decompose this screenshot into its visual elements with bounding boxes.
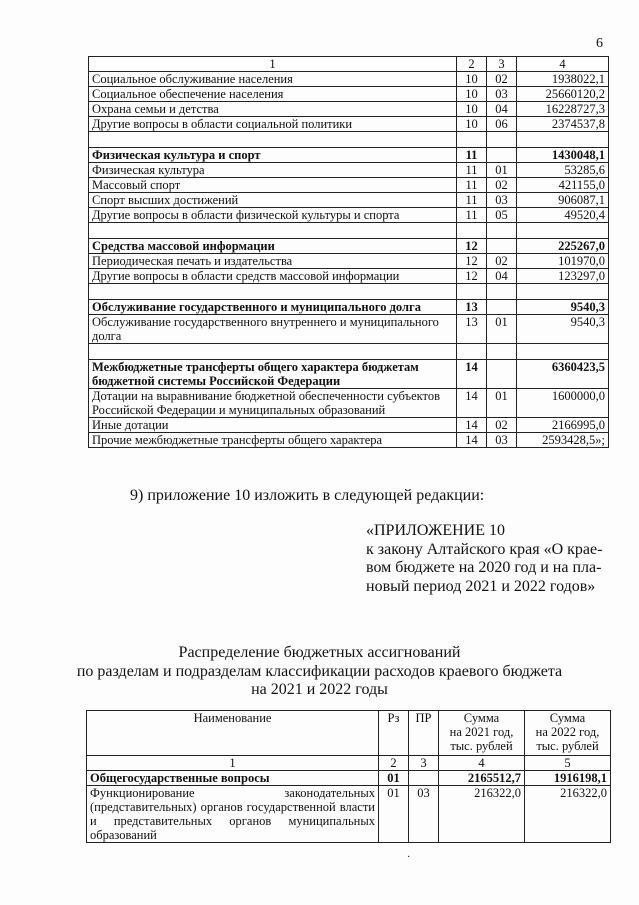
header-text: на 2021 год, bbox=[449, 725, 514, 739]
row-pr: 03 bbox=[409, 786, 439, 843]
row-rz: 14 bbox=[457, 360, 487, 389]
heading-line: Распределение бюджетных ассигнований bbox=[178, 644, 461, 661]
table-row bbox=[89, 269, 609, 284]
row-pr: 01 bbox=[487, 315, 517, 344]
row-rz: 14 bbox=[457, 433, 487, 448]
row-name: Прочие межбюджетные трансферты общего характера bbox=[89, 433, 457, 448]
row-sum: 123297,0 bbox=[517, 269, 609, 284]
table-row bbox=[89, 148, 609, 163]
row-rz: 14 bbox=[457, 418, 487, 433]
spacer-cell bbox=[517, 132, 609, 148]
row-sum: 1600000,0 bbox=[517, 389, 609, 418]
table-row bbox=[89, 389, 609, 418]
row-name: Социальное обслуживание населения bbox=[89, 72, 457, 87]
row-sum: 1938022,1 bbox=[517, 72, 609, 87]
appendix-line: вом бюджете на 2020 год и на пла- bbox=[366, 559, 602, 576]
row-rz: 13 bbox=[457, 300, 487, 315]
header-text: Сумма bbox=[549, 711, 586, 725]
row-sum: 9540,3 bbox=[517, 300, 609, 315]
row-name: Периодическая печать и издательства bbox=[89, 254, 457, 269]
row-rz: 01 bbox=[379, 786, 409, 843]
heading-line: по разделам и подразделам классификации расходов краевого бюджета bbox=[76, 662, 563, 680]
column-number: 4 bbox=[517, 57, 609, 72]
spacer-row bbox=[89, 223, 609, 239]
row-sum: 421155,0 bbox=[517, 178, 609, 193]
row-name: Физическая культура и спорт bbox=[89, 148, 457, 163]
table-row bbox=[89, 163, 609, 178]
row-sum: 53285,6 bbox=[517, 163, 609, 178]
heading-line: на 2021 и 2022 годы bbox=[251, 681, 388, 698]
row-rz: 12 bbox=[457, 239, 487, 254]
appendix-line: новый период 2021 и 2022 годов» bbox=[366, 577, 596, 595]
row-name: Другие вопросы в области средств массовой информации bbox=[89, 269, 457, 284]
row-rz: 01 bbox=[379, 771, 409, 786]
spacer-cell bbox=[457, 344, 487, 360]
spacer-cell bbox=[487, 132, 517, 148]
spacer-cell bbox=[89, 344, 457, 360]
row-name: Межбюджетные трансферты общего характера бюджетам бюджетной системы Российской Федерации bbox=[89, 360, 457, 389]
row-name: Другие вопросы в области социальной политики bbox=[89, 117, 457, 132]
spacer-cell bbox=[89, 223, 457, 239]
row-pr bbox=[409, 771, 439, 786]
row-rz: 10 bbox=[457, 117, 487, 132]
row-rz: 12 bbox=[457, 269, 487, 284]
row-sum-2021: 2165512,7 bbox=[439, 771, 525, 786]
row-rz: 11 bbox=[457, 193, 487, 208]
row-sum: 906087,1 bbox=[517, 193, 609, 208]
column-number-row bbox=[89, 57, 609, 72]
column-number: 2 bbox=[457, 57, 487, 72]
table-row bbox=[89, 72, 609, 87]
table-row bbox=[89, 300, 609, 315]
row-pr bbox=[487, 300, 517, 315]
row-sum: 25660120,2 bbox=[517, 87, 609, 102]
expenses-table-continued bbox=[88, 56, 609, 448]
spacer-cell bbox=[457, 284, 487, 300]
column-number-row bbox=[87, 756, 611, 771]
row-sum: 49520,4 bbox=[517, 208, 609, 223]
row-name: Дотации на выравнивание бюджетной обеспеченности субъектов Российской Федерации и муниципальных образований bbox=[89, 389, 457, 418]
spacer-row bbox=[89, 284, 609, 300]
column-number: 3 bbox=[409, 756, 439, 771]
row-name: Функционирование законодательных (представительных) органов государственной власти и представительных органов муниципальных образований bbox=[87, 786, 379, 843]
row-rz: 10 bbox=[457, 72, 487, 87]
table-row bbox=[89, 433, 609, 448]
row-name: Обслуживание государственного и муниципального долга bbox=[89, 300, 457, 315]
row-rz: 11 bbox=[457, 163, 487, 178]
spacer-cell bbox=[487, 223, 517, 239]
table-row bbox=[89, 239, 609, 254]
table-row bbox=[89, 87, 609, 102]
table-header-row bbox=[87, 711, 611, 756]
header-sum-2022 bbox=[525, 711, 611, 756]
table-row bbox=[87, 771, 611, 786]
row-rz: 13 bbox=[457, 315, 487, 344]
row-name: Охрана семьи и детства bbox=[89, 102, 457, 117]
row-pr bbox=[487, 360, 517, 389]
row-sum: 2166995,0 bbox=[517, 418, 609, 433]
spacer-row bbox=[89, 344, 609, 360]
row-sum: 101970,0 bbox=[517, 254, 609, 269]
row-rz: 10 bbox=[457, 87, 487, 102]
column-number: 5 bbox=[525, 756, 611, 771]
row-pr: 01 bbox=[487, 389, 517, 418]
row-pr: 02 bbox=[487, 72, 517, 87]
row-sum-2021: 216322,0 bbox=[439, 786, 525, 843]
table-row bbox=[89, 360, 609, 389]
allocation-table bbox=[86, 710, 611, 843]
header-text: Сумма bbox=[463, 711, 500, 725]
row-pr: 05 bbox=[487, 208, 517, 223]
row-rz: 12 bbox=[457, 254, 487, 269]
row-name: Другие вопросы в области физической культуры и спорта bbox=[89, 208, 457, 223]
paragraph-9: 9) приложение 10 изложить в следующей редакции: bbox=[130, 487, 485, 504]
row-name: Массовый спорт bbox=[89, 178, 457, 193]
spacer-cell bbox=[89, 132, 457, 148]
header-rz: Рз bbox=[379, 711, 409, 756]
row-name: Спорт высших достижений bbox=[89, 193, 457, 208]
row-pr: 02 bbox=[487, 418, 517, 433]
column-number: 2 bbox=[379, 756, 409, 771]
header-sum-2021 bbox=[439, 711, 525, 756]
spacer-row bbox=[89, 132, 609, 148]
row-name: Социальное обеспечение населения bbox=[89, 87, 457, 102]
section-heading bbox=[0, 644, 639, 700]
table-row bbox=[87, 786, 611, 843]
row-rz: 10 bbox=[457, 102, 487, 117]
row-pr: 03 bbox=[487, 193, 517, 208]
row-sum-2022: 216322,0 bbox=[525, 786, 611, 843]
table-row bbox=[89, 418, 609, 433]
spacer-cell bbox=[487, 284, 517, 300]
row-sum: 2374537,8 bbox=[517, 117, 609, 132]
header-name: Наименование bbox=[87, 711, 379, 756]
table-row bbox=[89, 315, 609, 344]
header-text: тыс. рублей bbox=[536, 739, 599, 753]
table-row bbox=[89, 102, 609, 117]
page-number: 6 bbox=[596, 36, 603, 51]
header-text: тыс. рублей bbox=[450, 739, 513, 753]
row-name: Средства массовой информации bbox=[89, 239, 457, 254]
footer-dot: · bbox=[407, 852, 411, 863]
spacer-cell bbox=[457, 132, 487, 148]
row-sum: 9540,3 bbox=[517, 315, 609, 344]
spacer-cell bbox=[517, 284, 609, 300]
row-rz: 11 bbox=[457, 208, 487, 223]
column-number: 1 bbox=[87, 756, 379, 771]
spacer-cell bbox=[457, 223, 487, 239]
table-row bbox=[89, 193, 609, 208]
row-sum: 16228727,3 bbox=[517, 102, 609, 117]
row-pr bbox=[487, 148, 517, 163]
column-number: 3 bbox=[487, 57, 517, 72]
spacer-cell bbox=[89, 284, 457, 300]
row-name: Обслуживание государственного внутреннего и муниципального долга bbox=[89, 315, 457, 344]
appendix-title: «ПРИЛОЖЕНИЕ 10 bbox=[366, 522, 506, 539]
row-pr: 02 bbox=[487, 254, 517, 269]
row-pr: 04 bbox=[487, 269, 517, 284]
row-sum: 2593428,5»; bbox=[517, 433, 609, 448]
column-number: 1 bbox=[89, 57, 457, 72]
row-sum: 6360423,5 bbox=[517, 360, 609, 389]
row-pr: 06 bbox=[487, 117, 517, 132]
row-pr: 01 bbox=[487, 163, 517, 178]
row-sum: 1430048,1 bbox=[517, 148, 609, 163]
spacer-cell bbox=[517, 223, 609, 239]
row-name: Иные дотации bbox=[89, 418, 457, 433]
row-pr bbox=[487, 239, 517, 254]
appendix-line: к закону Алтайского края «О крае- bbox=[366, 540, 603, 558]
table-row bbox=[89, 208, 609, 223]
row-sum-2022: 1916198,1 bbox=[525, 771, 611, 786]
row-name: Общегосударственные вопросы bbox=[87, 771, 379, 786]
row-pr: 02 bbox=[487, 178, 517, 193]
table-row bbox=[89, 254, 609, 269]
row-name: Физическая культура bbox=[89, 163, 457, 178]
table-row bbox=[89, 117, 609, 132]
header-pr: ПР bbox=[409, 711, 439, 756]
appendix-note bbox=[366, 522, 606, 596]
row-pr: 04 bbox=[487, 102, 517, 117]
row-rz: 11 bbox=[457, 148, 487, 163]
row-rz: 11 bbox=[457, 178, 487, 193]
header-text: на 2022 год, bbox=[535, 725, 600, 739]
spacer-cell bbox=[517, 344, 609, 360]
column-number: 4 bbox=[439, 756, 525, 771]
row-rz: 14 bbox=[457, 389, 487, 418]
row-sum: 225267,0 bbox=[517, 239, 609, 254]
table-row bbox=[89, 178, 609, 193]
row-pr: 03 bbox=[487, 433, 517, 448]
spacer-cell bbox=[487, 344, 517, 360]
row-pr: 03 bbox=[487, 87, 517, 102]
